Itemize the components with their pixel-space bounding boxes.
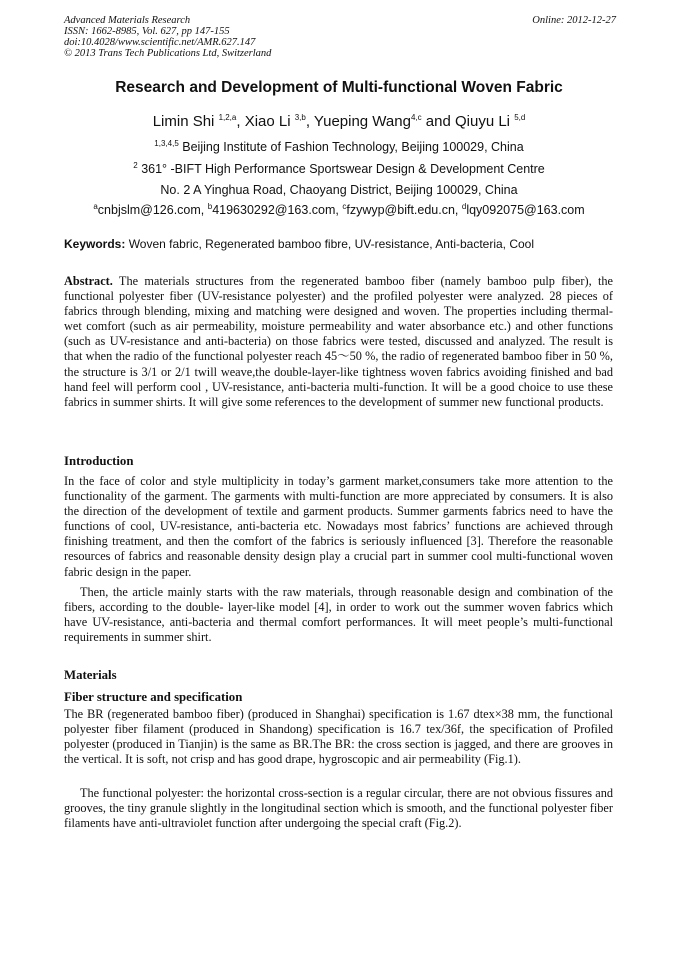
introduction-paragraph-2 (64, 585, 613, 645)
email-address: lqy092075@163.com (466, 203, 585, 217)
email-address: 419630292@163.com, (212, 203, 343, 217)
paragraph-text: The functional polyester: the horizontal cross-section is a regular circular, there are not obvious fissures and grooves, the tiny granule slightly in the longitudinal section which is smooth, and the functional polyester fiber filaments have anti-ultraviolet function after undergoing the special craft (Fig.2). (64, 786, 613, 831)
author-affiliation-mark: 1,2,a (218, 113, 237, 122)
introduction-paragraph-1: In the face of color and style multiplicity in today’s garment market,consumers take more attention to the functionality of the garment. The garments with multi-function are more appreciated by consumers. It is also the direction of the development of textile and garment products. Summer garments fabrics need to have the functions of cool, UV-resistance, anti-bacteria etc. Nowadays most fabrics’ functions are achieved through finishing treatment, and then the comfort of the fabrics is seriously influenced [3]. Therefore the reasonable resources of fabrics and reasonable density design play a crucial part in summer cool multi-functional woven fabric design in the paper. (64, 474, 613, 579)
online-date: Online: 2012-12-27 (532, 15, 616, 26)
issn-line: ISSN: 1662-8985, Vol. 627, pp 147-155 (64, 26, 230, 37)
author-name: , Xiao Li (236, 113, 291, 130)
affiliation-1 (64, 140, 614, 154)
email-mark: b (207, 201, 213, 211)
keywords-text: Woven fabric, Regenerated bamboo fibre, UV-resistance, Anti-bacteria, Cool (125, 237, 535, 251)
author-list (64, 113, 614, 130)
paragraph-text: Then, the article mainly starts with the raw materials, through reasonable design and combination of the fibers, according to the double- layer-like model [4], in order to work out the summer woven fabrics which have UV-resistance, anti-bacteria and thermal comfort performances. It will meet people’s multi-functional requirements in summer shirt. (64, 585, 613, 645)
affiliation-text: Beijing Institute of Fashion Technology, Beijing 100029, China (182, 140, 524, 154)
keywords-label: Keywords: (64, 237, 126, 251)
email-mark: c (342, 201, 347, 211)
email-list (64, 203, 614, 217)
materials-paragraph-2 (64, 786, 613, 831)
affiliation-text: 361° -BIFT High Performance Sportswear Design & Development Centre (141, 162, 545, 176)
section-heading-materials: Materials (64, 668, 117, 682)
abstract-paragraph (64, 274, 613, 410)
subsection-heading-fiber: Fiber structure and specification (64, 690, 243, 704)
author-name: , Yueping Wang (305, 113, 411, 130)
abstract-text: The materials structures from the regenerated bamboo fiber (namely bamboo pulp fiber), the functional polyester fiber (UV-resistance polyester) and the profiled polyester were analyzed. 28 pieces of fabrics through blending, mixing and matching were designed and woven. The properties including thermal-wet comfort (such as air permeability, moisture permeability and water absorbance etc.) and other functions (such as UV-resistance and anti-bacteria) on those fabrics were tested, discussed and analyzed. The result is that when the radio of the functional polyester reach 45～50 %, the radio of regenerated bamboo fiber in 50 %, the structure is 3/1 or 2/1 twill weave,the double-layer-like tightness woven fabrics avoiding finished and bad hand feel will perform cool , UV-resistance, anti-bacteria multi-function. It will be a good choice to use these fabrics in summer shirts. It will give some references to the development of summer new functional products. (64, 274, 613, 409)
email-address: fzywyp@bift.edu.cn, (346, 203, 462, 217)
paper-title: Research and Development of Multi-functional Woven Fabric (115, 79, 563, 96)
journal-header (64, 15, 616, 59)
journal-name: Advanced Materials Research (64, 15, 191, 26)
abstract-label: Abstract. (64, 274, 113, 288)
email-mark: a (93, 201, 98, 211)
author-affiliation-mark: 5,d (514, 113, 526, 122)
author-affiliation-mark: 3,b (294, 113, 306, 122)
affiliation-text: No. 2 A Yinghua Road, Chaoyang District, Beijing 100029, China (160, 183, 518, 197)
keywords-line (64, 237, 616, 251)
author-name: Limin Shi (152, 113, 215, 130)
section-heading-introduction: Introduction (64, 454, 134, 468)
affiliation-mark: 2 (133, 160, 138, 170)
copyright-line: © 2013 Trans Tech Publications Ltd, Switzerland (64, 48, 272, 59)
author-name: and Qiuyu Li (421, 113, 511, 130)
materials-paragraph-1: The BR (regenerated bamboo fiber) (produced in Shanghai) specification is 1.67 dtex×38 mm, the functional polyester fiber filament (produced in Shandong) specification is 16.7 tex/36f, the specification of Profiled polyester (produced in Tianjin) is the same as BR.The BR: the cross section is jagged, and there are grooves in the vertical. It is soft, not crisp and has good drape, hygroscopic and air permeability (Fig.1). (64, 707, 613, 767)
email-address: cnbjslm@126.com, (97, 203, 208, 217)
doi-line: doi:10.4028/www.scientific.net/AMR.627.147 (64, 37, 256, 48)
affiliation-3 (64, 183, 614, 197)
email-mark: d (461, 201, 467, 211)
affiliation-mark: 1,3,4,5 (154, 138, 179, 148)
affiliation-2 (64, 162, 614, 176)
author-affiliation-mark: 4,c (410, 113, 422, 122)
